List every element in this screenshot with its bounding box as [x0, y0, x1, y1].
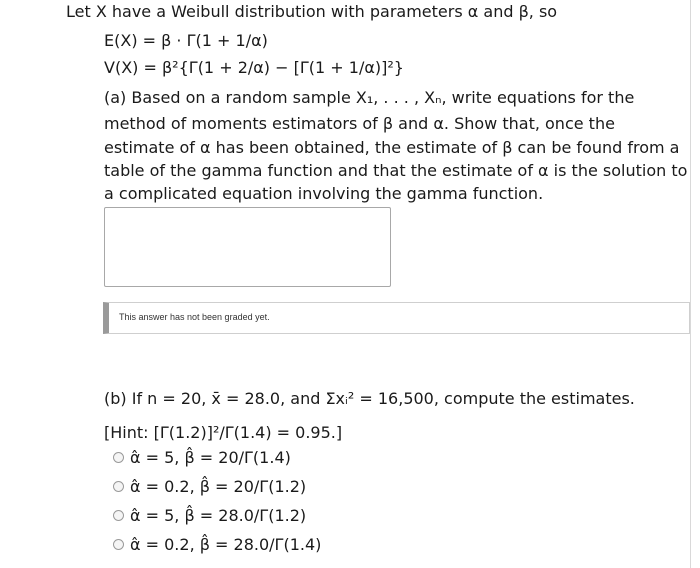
part-a-line-1: (a) Based on a random sample X₁, . . . , Xₙ, write equations for the	[104, 88, 635, 107]
option-4[interactable]	[113, 533, 321, 555]
answer-textarea[interactable]	[104, 207, 391, 287]
radio-button[interactable]	[113, 510, 124, 521]
part-a-line-3: estimate of α has been obtained, the estimate of β can be found from a	[104, 138, 680, 157]
radio-button[interactable]	[113, 539, 124, 550]
radio-button[interactable]	[113, 452, 124, 463]
option-label: α̂ = 5, β̂ = 20/Γ(1.4)	[130, 447, 291, 467]
option-label: α̂ = 5, β̂ = 28.0/Γ(1.2)	[130, 505, 307, 525]
expected-value-formula: E(X) = β · Γ(1 + 1/α)	[104, 31, 268, 50]
option-3[interactable]	[113, 504, 306, 526]
option-2[interactable]	[113, 475, 306, 497]
part-b-question: (b) If n = 20, x̄ = 28.0, and Σxᵢ² = 16,500, compute the estimates.	[104, 389, 635, 408]
question-intro: Let X have a Weibull distribution with parameters α and β, so	[66, 2, 558, 21]
part-b-hint: [Hint: [Γ(1.2)]²/Γ(1.4) = 0.95.]	[104, 423, 343, 442]
panel-border	[690, 0, 691, 568]
part-a-line-2: method of moments estimators of β and α. Show that, once the	[104, 114, 615, 133]
variance-formula: V(X) = β²{Γ(1 + 2/α) − [Γ(1 + 1/α)]²}	[104, 58, 404, 77]
option-1[interactable]	[113, 446, 291, 468]
option-label: α̂ = 0.2, β̂ = 28.0/Γ(1.4)	[130, 534, 322, 554]
part-a-line-4: table of the gamma function and that the estimate of α is the solution to	[104, 161, 688, 180]
option-label: α̂ = 0.2, β̂ = 20/Γ(1.2)	[130, 476, 307, 496]
grading-status-bar	[103, 302, 690, 334]
part-a-line-5: a complicated equation involving the gamma function.	[104, 184, 544, 203]
grading-status-text: This answer has not been graded yet.	[119, 312, 270, 322]
radio-button[interactable]	[113, 481, 124, 492]
